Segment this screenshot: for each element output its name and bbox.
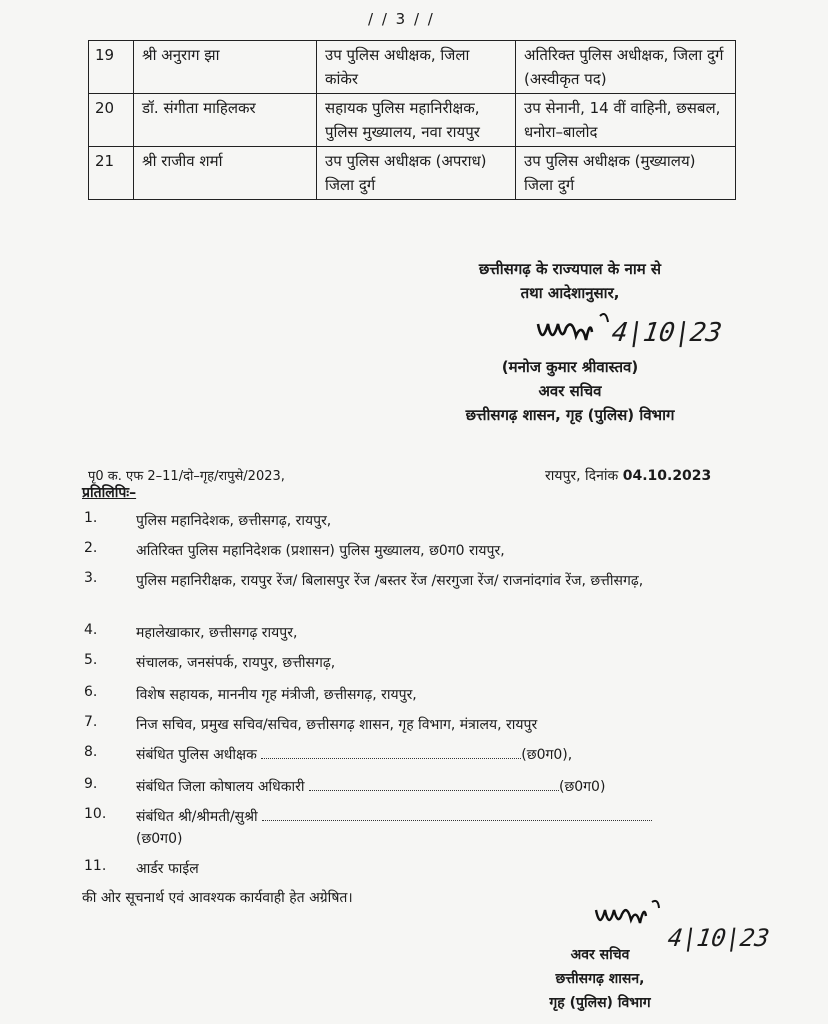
reference-number: पृ0 क. एफ 2–11/दो–गृह/रापुसे/2023, — [88, 469, 285, 484]
page-number: / / 3 / / — [368, 10, 435, 28]
table-row — [89, 41, 736, 94]
table-row — [89, 94, 736, 147]
blank-line — [262, 808, 652, 821]
place-date-label: रायपुर, दिनांक — [545, 468, 619, 484]
transfer-table — [88, 40, 736, 200]
signatory-name: (मनोज कुमार श्रीवास्तव) — [501, 358, 639, 376]
copy-to-heading: प्रतिलिपिः– — [82, 485, 137, 501]
row-number: 19 — [89, 41, 134, 94]
current-posting: सहायक पुलिस महानिरीक्षक, पुलिस मुख्यालय, नवा रायपुर — [317, 94, 516, 147]
order-line-2: तथा आदेशानुसार, — [520, 284, 620, 302]
row-number: 20 — [89, 94, 134, 147]
signature-date: 4|10|23 — [609, 318, 724, 348]
row-number: 21 — [89, 147, 134, 200]
officer-name: श्री अनुराग झा — [134, 41, 317, 94]
signatory-designation: अवर सचिव — [538, 382, 602, 400]
endorsement-department-1: छत्तीसगढ़ शासन, — [555, 971, 645, 987]
signature-date-2: 4|10|23 — [666, 924, 772, 952]
new-posting: अतिरिक्त पुलिस अधीक्षक, जिला दुर्ग (अस्वीकृत पद) — [516, 41, 736, 94]
order-line-1: छत्तीसगढ़ के राज्यपाल के नाम से — [478, 260, 662, 278]
current-posting: उप पुलिस अधीक्षक, जिला कांकेर — [317, 41, 516, 94]
new-posting: उप पुलिस अधीक्षक (मुख्यालय) जिला दुर्ग — [516, 147, 736, 200]
new-posting: उप सेनानी, 14 वीं वाहिनी, छसबल, धनोरा–बालोद — [516, 94, 736, 147]
endorsement-department-2: गृह (पुलिस) विभाग — [549, 995, 651, 1011]
signatory-department: छत्तीसगढ़ शासन, गृह (पुलिस) विभाग — [465, 406, 675, 424]
officer-name: डॉ. संगीता माहिलकर — [134, 94, 317, 147]
table-row — [89, 147, 736, 200]
blank-line — [261, 746, 521, 759]
closing-note: की ओर सूचनार्थ एवं आवश्यक कार्यवाही हेत अग्रेषित। — [82, 890, 353, 906]
issue-date: 04.10.2023 — [622, 468, 712, 484]
officer-name: श्री राजीव शर्मा — [134, 147, 317, 200]
blank-line — [309, 778, 559, 791]
current-posting: उप पुलिस अधीक्षक (अपराध) जिला दुर्ग — [317, 147, 516, 200]
endorsement-designation: अवर सचिव — [570, 947, 630, 963]
place-date — [545, 466, 711, 485]
